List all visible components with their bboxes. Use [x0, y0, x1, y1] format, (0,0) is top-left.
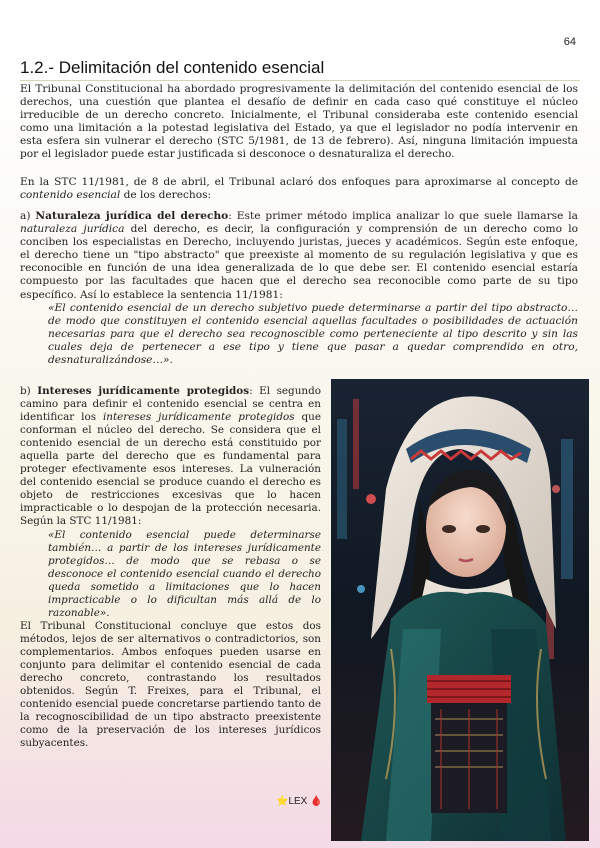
- section-title: 1.2.- Delimitación del contenido esencial: [20, 58, 580, 81]
- a-heading: Naturaleza jurídica del derecho: [35, 210, 229, 222]
- b-prefix: b): [20, 385, 38, 397]
- illustration-art: [331, 379, 589, 841]
- b-heading: Intereses jurídicamente protegidos: [37, 385, 250, 397]
- paragraph-intro: [20, 83, 578, 162]
- blood-drop-icon: 🩸: [310, 796, 323, 807]
- b-quote: «El contenido esencial puede determinarse también… a partir de los intereses jurídicamente protegidos… de modo que se rebasa o se desconoce el contenido esencial cuando el derecho queda sometido a limitaciones que lo hacen impracticable o lo dificultan más allá de lo razonable».: [48, 528, 321, 619]
- a-emphasis: naturaleza jurídica: [20, 223, 125, 236]
- conclusion-text: El Tribunal Constitucional concluye que estos dos métodos, lejos de ser alternativos o contradictorios, son complementarios. Ambos enfoques pueden usarse en conjunto para delimitar el contenido esencial de cada derecho concreto, contrastando los resultados obtenidos. Según T. Freixes, para el Tribunal, el contenido esencial puede concretarse partiendo tanto de la recognoscibilidad de un tipo abstracto preexistente como de la preservación de los intereses jurídicos subyacentes.: [20, 619, 321, 750]
- illustration-hooded-figure: [331, 379, 589, 841]
- stc-emphasis: contenido esencial: [20, 189, 121, 202]
- b-text-2: que conforman el núcleo del derecho. Se considera que el contenido esencial de un derecho está constituido por aquella parte del derecho que es fundamental para proteger efectivamente esos intereses. La vulneración del contenido esencial se produce cuando el derecho es objeto de restricciones excesivas que lo hacen impracticable o lo despojan de la protección necesaria. Según la STC 11/1981:: [20, 411, 322, 528]
- paragraph-stc: [20, 176, 578, 202]
- footer-brand: [276, 796, 323, 807]
- a-quote: «El contenido esencial de un derecho subjetivo puede determinarse a partir del tipo abstracto… de modo que constituyen el contenido esencial aquellas facultades o posibilidades de actuación necesarias para que el derecho sea recognoscible como perteneciente al tipo descrito y sin las cuales deja de pertenecer a ese tipo y tiene que pasar a quedar comprendido en otro, desnaturalizándose…».: [48, 301, 578, 367]
- stc-text: En la STC 11/1981, de 8 de abril, el Tribunal aclaró dos enfoques para aproximarse al concepto de: [20, 176, 578, 188]
- a-text-1: : Este primer método implica analizar lo que suele llamarse la: [228, 210, 579, 222]
- a-prefix: a): [20, 210, 36, 222]
- b-emphasis: intereses jurídicamente protegidos: [102, 411, 295, 424]
- page-number: 64: [563, 36, 576, 48]
- intro-text: El Tribunal Constitucional ha abordado progresivamente la delimitación del contenido esencial de los derechos, una cuestión que plantea el desafío de definir en cada caso qué constituye el núcleo irreducible de un derecho concreto. Inicialmente, el Tribunal consideraba este contenido esencial como una limitación a la potestad legislativa del Estado, ya que el legislador no podía intervenir en esta esfera sin vulnerar el derecho (STC 5/1981, de 13 de febrero). Así, ninguna limitación impuesta por el legislador puede estar justificada si desconoce o desnaturaliza el derecho.: [20, 83, 578, 161]
- star-icon: ⭐: [276, 796, 289, 807]
- b-text-1: : El segundo camino para definir el contenido esencial se centra en identificar los: [20, 385, 321, 424]
- footer-label: LEX: [288, 796, 308, 807]
- section-b-column: [20, 385, 321, 750]
- a-text-2: del derecho, es decir, la configuración y comprensión de un derecho como lo conciben los especialistas en Derecho, incluyendo juristas, jueces y académicos. Según este enfoque, el derecho tiene un "tipo abstracto" que preexiste al momento de su regulación legislativa y que es reconocible en función de una idea generalizada de lo que debe ser. El contenido esencial estaría compuesto por las facultades que hacen que el derecho sea reconocible como parte de su tipo específico. Así lo establece la sentencia 11/1981:: [20, 223, 578, 301]
- stc-tail: de los derechos:: [120, 189, 212, 202]
- section-a: [20, 210, 578, 367]
